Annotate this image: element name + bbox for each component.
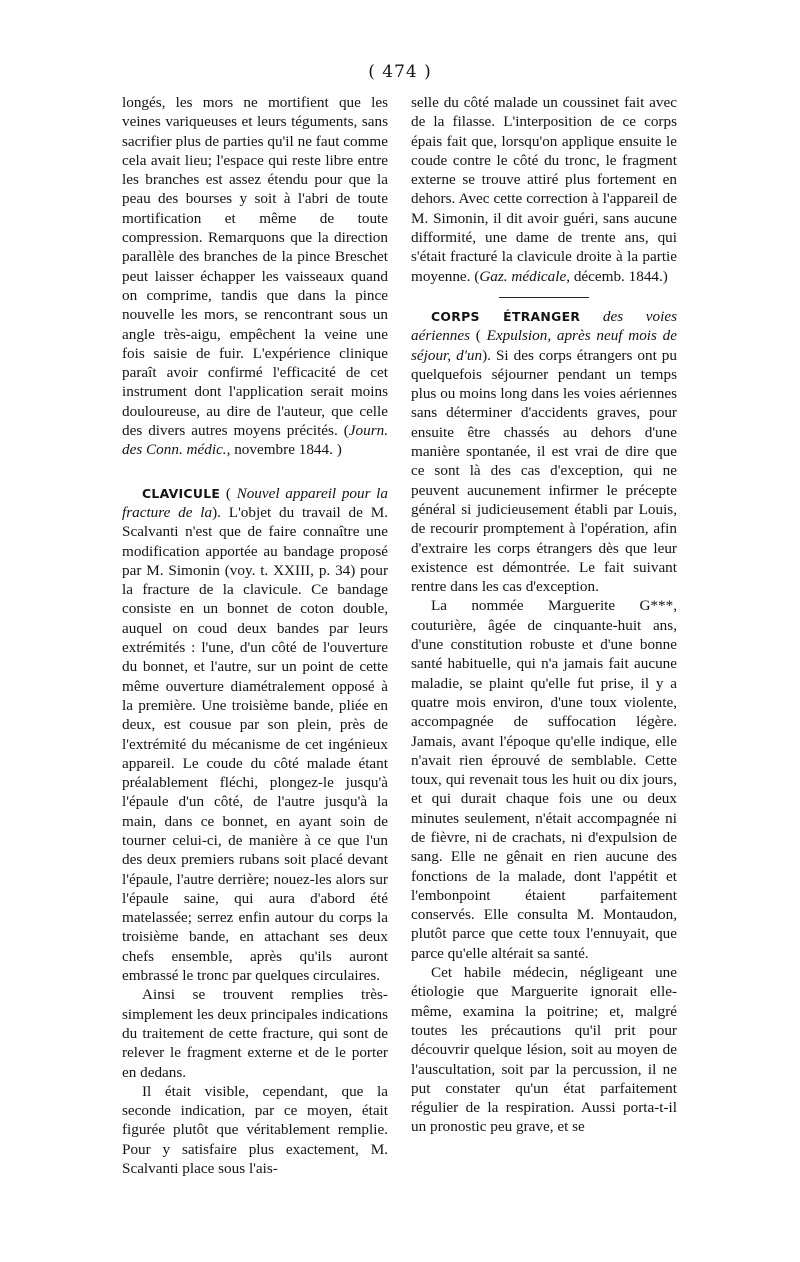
- citation-date: , novembre 1844. ): [226, 441, 342, 459]
- paren-open: (: [470, 327, 487, 345]
- source-citation: Gaz. médicale: [479, 267, 567, 285]
- paragraph-text: selle du côté malade un coussinet fait avec de la filasse. L'interposition de ce corps épais fait que, lorsqu'on applique ensuite le coude contre le côté du tronc, le fragment externe se trouve attiré plus fortement en dehors. Avec cette correction à l'appareil de M. Simonin, il dit avoir guéri, sans aucune difformité, une dame de trente ans, qui s'était fracturé la clavicule droite à la partie moyenne. (: [411, 94, 677, 285]
- section-divider: [499, 297, 589, 298]
- paragraph-examination: Cet habile médecin, négligeant une étiologie que Marguerite ignorait elle-même, examina la poitrine; et, malgré toutes les précautions qu'il prit pour découvrir quelque lésion, soit au moyen de l'auscultation, soit par la percussion, il ne put constater qu'un état parfaitement régulier de la respiration. Aussi porta-t-il un pronostic peu grave, et se: [411, 964, 677, 1136]
- section-subtitle: Nouvel appareil pour la fracture de la: [122, 484, 388, 521]
- section-heading: CLAVICULE: [142, 485, 221, 501]
- paragraph-text: Si des corps étrangers ont pu quelquefois séjourner pendant un temps plus ou moins long dans les voies aériennes sans déterminer d'accidents graves, pour ensuite être chassés au dehors d'une manière spontanée, il est vrai de dire que ce sont là des cas d'exception, qui ne peuvent aucunement infirmer le précepte général si judicieusement établi par Louis, de recourir promptement à l'opération, afin d'extraire les corps étrangers dès que leur existence est démontrée. Le fait suivant rentre dans les cas d'exception.: [411, 346, 677, 596]
- citation-date: , décemb. 1844.): [566, 267, 668, 285]
- paragraph-indications: Ainsi se trouvent remplies très-simplement les deux principales indications du traitement de cette fracture, qui sont de relever le fragment externe et de le porter en dedans.: [122, 986, 388, 1081]
- section-corps-etranger: [411, 307, 677, 1137]
- paren-open: (: [220, 484, 237, 502]
- paragraph-clavicule-continuation: [411, 93, 677, 286]
- right-column: [411, 93, 677, 1137]
- source-citation: Journ. des Conn. médic.: [122, 422, 388, 459]
- paren-close: ).: [482, 346, 491, 364]
- paragraph-text: longés, les mors ne mortifient que les veines variqueuses et leurs téguments, sans sacrifier plus de parties qu'il ne faut comme cela avait lieu; l'espace qui reste libre entre les branches est assez étendu pour que la peau des bourses y soit à l'abri de toute mortification et même de toute compression. Remarquons que la direction parallèle des branches de la pince Breschet peut laisser échapper les vaisseaux quand on comprime, tandis que dans la pince nouvelle les mors, se rencontrant sous un angle très-aigu, empêchent la veine une fois saisie de fuir. L'expérience clinique paraît avoir confirmé l'efficacité de cet instrument dont l'application serait moins douloureuse, au dire de l'auteur, que celle des divers autres moyens précités. (: [122, 94, 388, 440]
- section-heading: CORPS ÉTRANGER: [431, 308, 581, 324]
- paragraph-case-marguerite: La nommée Marguerite G***, couturière, âgée de cinquante-huit ans, d'une constitution robuste et d'une bonne santé habituelle, qui n'a jamais fait aucune maladie, se plaint qu'elle fut prise, il y a quatre mois environ, d'une toux violente, accompagnée de suffocation légère. Jamais, avant l'époque qu'elle indique, elle n'avait rien éprouvé de semblable. Cette toux, qui revenait tous les huit ou dix jours, et qui durait chaque fois une ou deux minutes seulement, n'était accompagnée ni de fièvre, ni de crachats, ni d'expulsion de sang. Elle ne gênait en rien aucune des fonctions de la malade, dont l'appétit et l'embonpoint étaient parfaitement conservés. Elle consulta M. Montaudon, plutôt parce que cette toux l'ennuyait, que parce qu'elle altérait sa santé.: [411, 597, 677, 962]
- paren-close: ).: [212, 503, 221, 521]
- section-subtitle-detail: Expulsion, après neuf mois de séjour, d'un: [411, 327, 678, 364]
- paragraph-clavicule-intro: [122, 484, 388, 986]
- paragraph-text: L'objet du travail de M. Scalvanti n'est que de faire connaître une modification apportée au bandage proposé par M. Simonin (voy. t. XXIII, p. 34) pour la fracture de la clavicule. Ce bandage consiste en un bonnet de coton double, auquel on coud deux bandes par leurs extrémités : l'une, d'un côté de l'ouverture du bonnet, et l'autre, sur un point de cette même ouverture diamétralement opposé à la première. Une troisième bande, pliée en deux, est cousue par son plein, près de l'extrémité du mécanisme de cet ingénieux appareil. Le coude du côté malade étant préalablement fléchi, plongez-le jusqu'à l'épaule d'un côté, de l'autre jusqu'à la main, dans ce bonnet, en ayant soin de tourner celui-ci, de manière à ce que l'un des deux premiers rubans soit placé devant l'épaule, l'autre derrière; nouez-les alors sur l'épaule saine, qui aura d'abord été matelassée; serrez enfin autour du corps la troisième bande, en attachant ses deux chefs ensemble, après qu'ils auront embrassé le tronc par quelques circulaires.: [122, 503, 388, 985]
- paragraph-corps-intro: [411, 307, 677, 596]
- section-subtitle: des voies aériennes: [411, 307, 677, 345]
- left-column: [122, 93, 388, 1178]
- section-clavicule: [122, 484, 388, 1179]
- paragraph-second-indication: Il était visible, cependant, que la seconde indication, par ce moyen, était figurée plutôt que véritablement remplie. Pour y satisfaire plus exactement, M. Scalvanti place sous l'ais-: [122, 1082, 388, 1178]
- paragraph-varices-continuation: [122, 93, 388, 460]
- page-number: ( 474 ): [368, 62, 432, 82]
